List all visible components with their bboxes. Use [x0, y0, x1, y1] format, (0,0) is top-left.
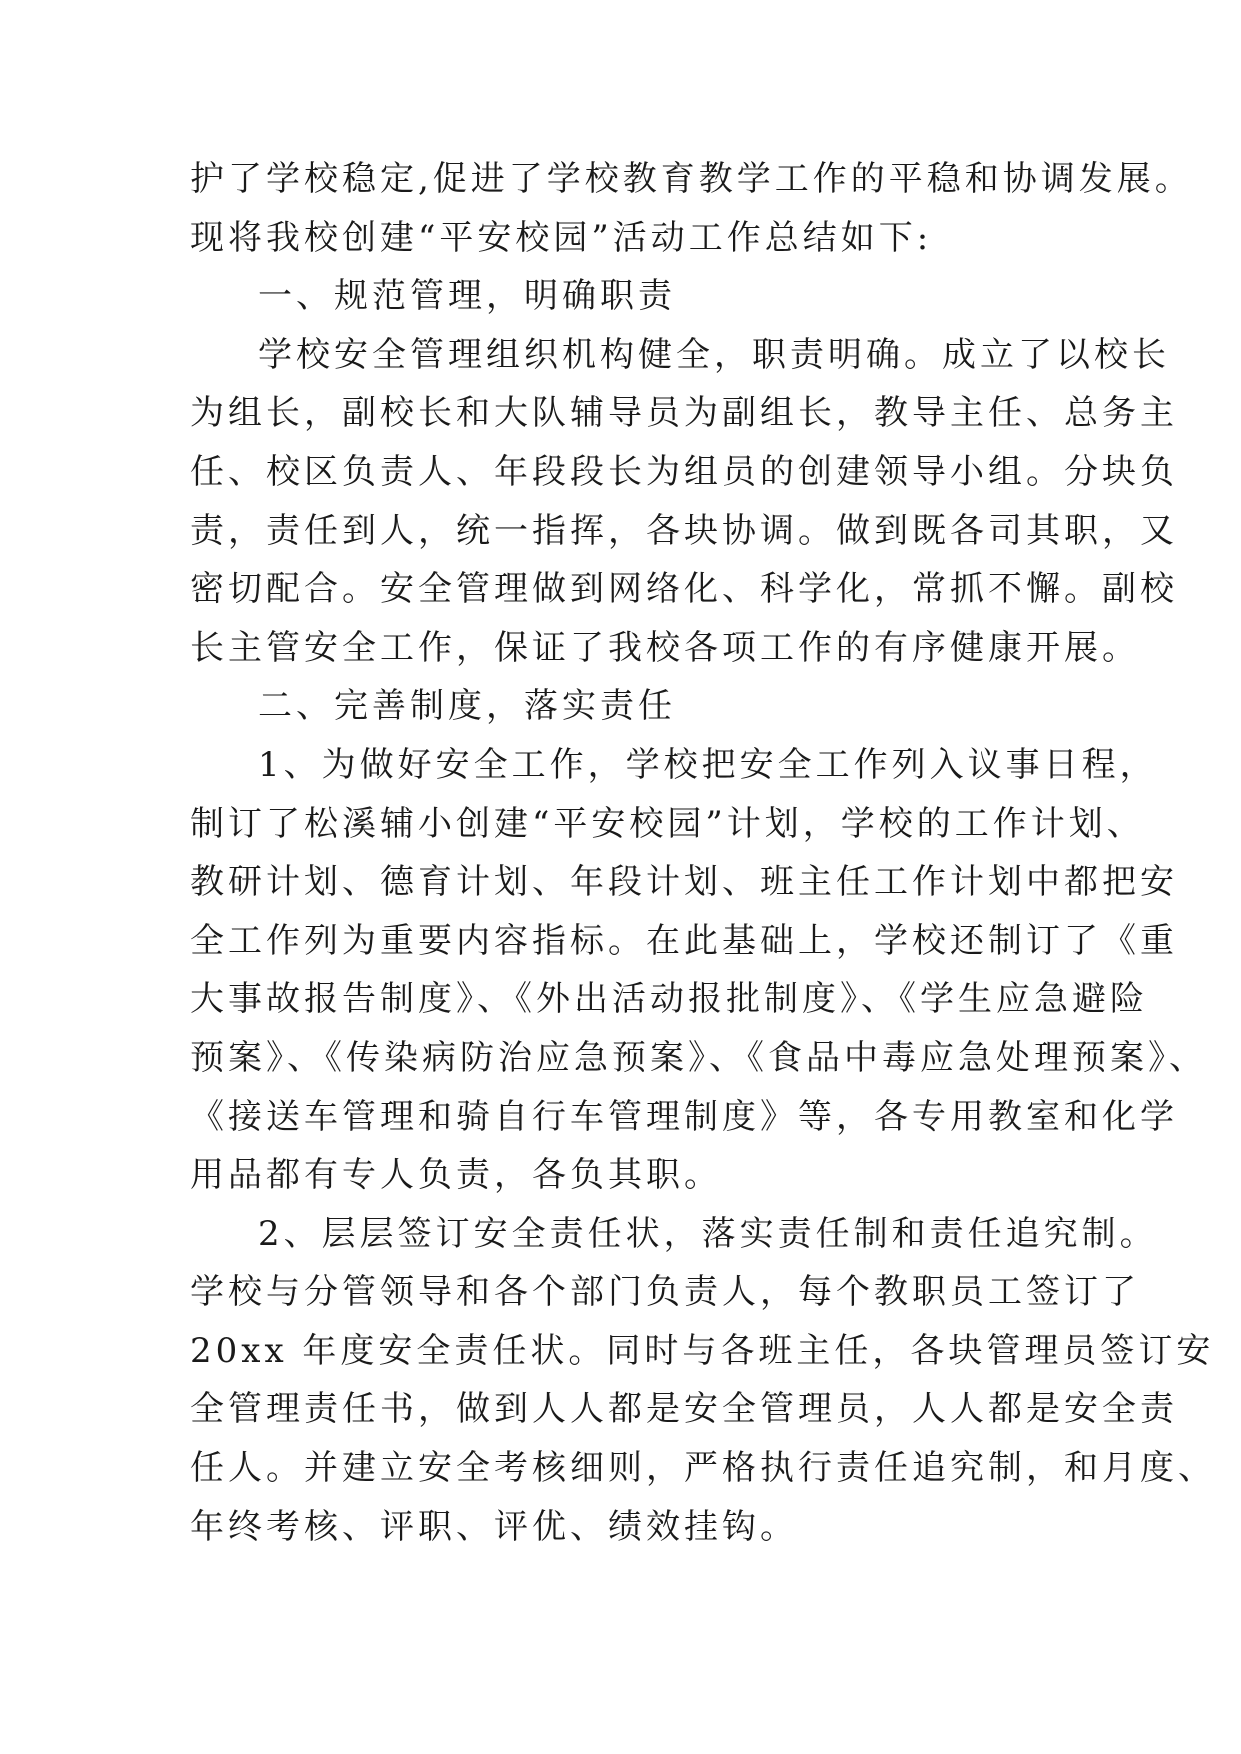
text-line: 2、层层签订安全责任状，落实责任制和责任追究制。 — [258, 1213, 1158, 1254]
text-line: 1、为做好安全工作，学校把安全工作列入议事日程， — [258, 744, 1158, 785]
section-heading: 一、规范管理，明确职责 — [258, 276, 676, 317]
text-line: 用品都有专人负责，各负其职。 — [190, 1155, 722, 1196]
text-line: 年终考核、评职、评优、绩效挂钩。 — [190, 1506, 798, 1547]
text-line: 任人。并建立安全考核细则，严格执行责任追究制，和月度、 — [190, 1448, 1216, 1489]
text-line: 责，责任到人，统一指挥，各块协调。做到既各司其职，又 — [190, 510, 1178, 551]
text-line: 全管理责任书，做到人人都是安全管理员，人人都是安全责 — [190, 1389, 1178, 1430]
text-line: 现将我校创建“平安校园”活动工作总结如下: — [190, 217, 933, 258]
text-line: 大事故报告制度》、《外出活动报批制度》、《学生应急避险 — [190, 979, 1148, 1020]
section-heading: 二、完善制度，落实责任 — [258, 686, 676, 727]
text-line: 教研计划、德育计划、年段计划、班主任工作计划中都把安 — [190, 862, 1178, 903]
text-line: 学校与分管领导和各个部门负责人，每个教职员工签订了 — [190, 1272, 1140, 1313]
text-line: 为组长，副校长和大队辅导员为副组长，教导主任、总务主 — [190, 393, 1178, 434]
text-line: 长主管安全工作，保证了我校各项工作的有序健康开展。 — [190, 627, 1140, 668]
text-line: 《接送车管理和骑自行车管理制度》等，各专用教室和化学 — [190, 1096, 1178, 1137]
text-line: 任、校区负责人、年段段长为组员的创建领导小组。分块负 — [190, 451, 1178, 492]
text-line: 20xx 年度安全责任状。同时与各班主任，各块管理员签订安 — [190, 1330, 1215, 1371]
text-line: 密切配合。安全管理做到网络化、科学化，常抓不懈。副校 — [190, 569, 1178, 610]
text-line: 制订了松溪辅小创建“平安校园”计划，学校的工作计划、 — [190, 803, 1145, 844]
text-line: 护了学校稳定,促进了学校教育教学工作的平稳和协调发展。 — [190, 159, 1193, 199]
document-body — [190, 150, 1216, 1556]
text-line: 学校安全管理组织机构健全，职责明确。成立了以校长 — [258, 334, 1170, 375]
text-line: 全工作列为重要内容指标。在此基础上，学校还制订了《重 — [190, 920, 1178, 961]
text-line: 预案》、《传染病防治应急预案》、《食品中毒应急处理预案》、 — [190, 1037, 1207, 1078]
